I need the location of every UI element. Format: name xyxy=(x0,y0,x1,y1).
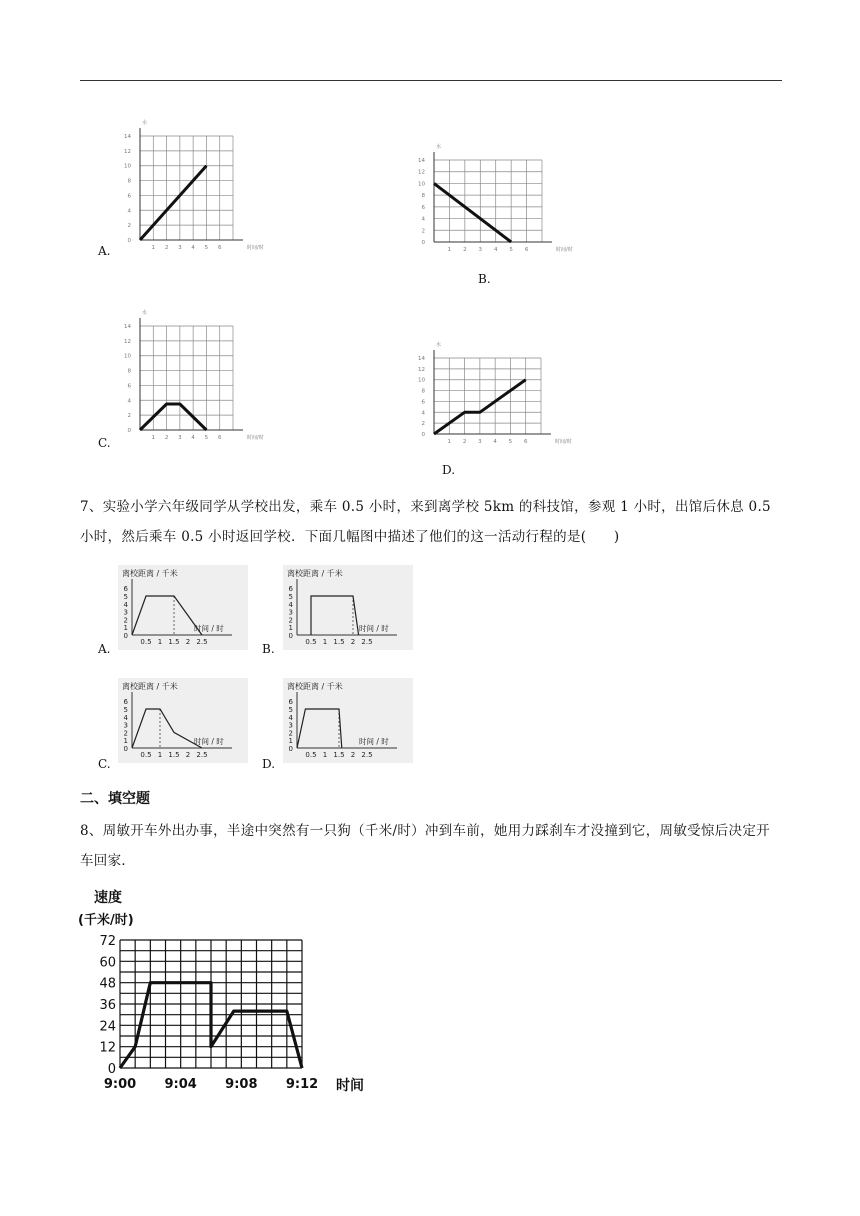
y-tick-label: 10 xyxy=(124,163,131,170)
x-tick-label: 2 xyxy=(462,439,467,445)
y-tick-label: 4 xyxy=(127,208,131,215)
x-tick-label: 4 xyxy=(493,439,497,445)
y-tick-label: 2 xyxy=(421,228,425,235)
y-tick-label: 8 xyxy=(127,368,131,375)
q6-option-d-label[interactable]: D. xyxy=(442,463,456,477)
y-tick-label: 6 xyxy=(127,193,131,200)
q6-option-b-label[interactable]: B. xyxy=(478,272,491,286)
y-tick-label: 0 xyxy=(127,428,131,434)
x-axis-title: 时间 / 时 xyxy=(359,737,389,746)
x-tick-label: 2 xyxy=(164,245,169,251)
axis-title: 水 xyxy=(436,342,442,348)
x-tick-label: 2.5 xyxy=(361,751,373,759)
x-tick-label: 6 xyxy=(217,435,222,441)
x-tick-label: 2 xyxy=(164,435,169,441)
y-tick-label: 4 xyxy=(421,410,425,417)
y-tick-label: 3 xyxy=(288,608,293,617)
y-tick-label: 8 xyxy=(421,388,425,395)
y-tick-label: 0 xyxy=(421,240,425,246)
x-tick-label: 5 xyxy=(508,439,513,445)
y-tick-label: 0 xyxy=(288,745,293,753)
x-tick-label: 5 xyxy=(204,435,209,441)
x-tick-label: 1.5 xyxy=(333,751,345,759)
y-tick-label: 12 xyxy=(418,169,425,176)
y-tick-label: 2 xyxy=(288,729,293,738)
y-tick-label: 0 xyxy=(123,745,128,753)
y-tick-label: 6 xyxy=(123,698,128,707)
x-tick-label: 6 xyxy=(524,247,529,253)
y-tick-label: 1 xyxy=(288,737,293,746)
axis-title: 水 xyxy=(436,144,442,150)
y-tick-label: 2 xyxy=(421,421,425,428)
y-tick-label: 2 xyxy=(127,413,131,420)
y-tick-label: 14 xyxy=(124,134,131,140)
x-tick-label: 0.5 xyxy=(305,751,317,759)
y-tick-label: 6 xyxy=(288,698,293,707)
y-tick-label: 72 xyxy=(99,934,116,949)
y-tick-label: 4 xyxy=(288,600,293,609)
y-tick-label: 14 xyxy=(418,158,425,164)
x-tick-label: 1 xyxy=(157,751,163,759)
q7-option-d-label[interactable]: D. xyxy=(262,757,276,771)
x-tick-label: 2 xyxy=(350,638,356,646)
y-axis-title: 离校距离 / 千米 xyxy=(287,569,343,578)
x-tick-label: 1 xyxy=(322,751,328,759)
q6-option-a-label[interactable]: A. xyxy=(98,244,111,258)
x-tick-label: 4 xyxy=(191,435,195,441)
x-tick-label: 0.5 xyxy=(305,638,317,646)
x-tick-label: 1 xyxy=(447,247,452,253)
y-tick-label: 1 xyxy=(123,737,128,746)
x-tick-label: 0.5 xyxy=(140,638,152,646)
x-tick-label: 3 xyxy=(178,245,182,251)
x-tick-label: 9:12 xyxy=(285,1077,319,1092)
y-tick-label: 4 xyxy=(127,398,131,405)
y-tick-label: 60 xyxy=(99,955,116,971)
y-tick-label: 10 xyxy=(418,181,425,188)
x-tick-label: 1 xyxy=(322,638,328,646)
q8-speed-chart xyxy=(76,884,376,1104)
q6-chart-b xyxy=(408,138,608,258)
y-tick-label: 36 xyxy=(99,998,116,1013)
x-axis-title: 时间/时 xyxy=(247,435,264,441)
y-tick-label: 12 xyxy=(124,148,131,155)
y-tick-label: 0 xyxy=(127,238,131,244)
y-tick-label: 1 xyxy=(288,624,293,633)
y-tick-label: 14 xyxy=(124,324,131,330)
q6-chart-d xyxy=(414,340,614,445)
y-tick-label: 6 xyxy=(421,204,425,211)
q7-chart-a xyxy=(118,565,248,650)
y-tick-label: 8 xyxy=(421,193,425,200)
x-tick-label: 5 xyxy=(509,247,513,253)
x-tick-label: 1 xyxy=(157,638,163,646)
x-tick-label: 1 xyxy=(447,439,452,445)
x-axis-title: 时间 / 时 xyxy=(194,624,224,633)
x-axis-title: 时间 / 时 xyxy=(194,737,224,746)
y-tick-label: 2 xyxy=(123,729,128,738)
y-tick-label: 6 xyxy=(123,585,128,594)
x-tick-label: 4 xyxy=(493,247,498,253)
x-tick-label: 5 xyxy=(204,245,209,251)
axis-title: 水 xyxy=(142,310,148,316)
y-tick-label: 4 xyxy=(288,713,293,722)
x-tick-label: 2.5 xyxy=(361,638,373,646)
y-tick-label: 2 xyxy=(123,616,128,625)
x-tick-label: 6 xyxy=(523,439,528,445)
x-tick-label: 2 xyxy=(185,638,191,646)
y-tick-label: 12 xyxy=(99,1040,116,1056)
y-tick-label: 0 xyxy=(123,632,128,640)
y-axis-unit: (千米/时) xyxy=(78,913,134,928)
x-axis-title: 时间/时 xyxy=(555,439,572,445)
section-title: 二、填空题 xyxy=(80,791,150,807)
y-tick-label: 12 xyxy=(418,366,425,373)
x-tick-label: 2 xyxy=(350,751,356,759)
y-tick-label: 4 xyxy=(123,600,128,609)
q7-chart-d xyxy=(283,678,413,763)
data-line xyxy=(140,404,206,430)
y-tick-label: 6 xyxy=(127,383,131,390)
y-tick-label: 0 xyxy=(107,1062,116,1077)
y-tick-label: 2 xyxy=(288,616,293,625)
x-axis-title: 时间 / 时 xyxy=(359,624,389,633)
q6-chart-a xyxy=(112,108,312,258)
q6-option-c-label[interactable]: C. xyxy=(98,436,111,450)
y-tick-label: 10 xyxy=(124,353,131,360)
x-tick-label: 3 xyxy=(478,247,483,253)
x-tick-label: 3 xyxy=(178,435,182,441)
x-tick-label: 9:00 xyxy=(103,1077,137,1092)
y-axis-title: 离校距离 / 千米 xyxy=(287,682,343,691)
x-tick-label: 2.5 xyxy=(196,751,208,759)
y-tick-label: 10 xyxy=(418,377,425,384)
q7-option-c-label[interactable]: C. xyxy=(98,757,111,771)
y-axis-title: 离校距离 / 千米 xyxy=(122,569,178,578)
y-tick-label: 4 xyxy=(421,216,425,223)
y-tick-label: 6 xyxy=(288,585,293,594)
y-tick-label: 5 xyxy=(288,706,293,714)
y-tick-label: 8 xyxy=(127,178,131,185)
x-tick-label: 4 xyxy=(191,245,195,251)
data-line xyxy=(434,183,511,242)
y-tick-label: 14 xyxy=(418,356,425,362)
q7-chart-b xyxy=(283,565,413,650)
x-axis-title: 时间 xyxy=(336,1078,364,1094)
x-tick-label: 2.5 xyxy=(196,638,208,646)
x-axis-title: 时间/时 xyxy=(247,245,264,251)
x-tick-label: 6 xyxy=(217,245,222,251)
q7-chart-c xyxy=(118,678,248,763)
y-tick-label: 3 xyxy=(123,721,128,730)
y-tick-label: 12 xyxy=(124,338,131,345)
x-tick-label: 1 xyxy=(151,435,156,441)
y-tick-label: 6 xyxy=(421,399,425,406)
y-tick-label: 4 xyxy=(123,713,128,722)
x-tick-label: 1.5 xyxy=(333,638,345,646)
x-tick-label: 9:04 xyxy=(164,1077,197,1092)
y-tick-label: 2 xyxy=(127,223,131,230)
q6-chart-c xyxy=(112,300,312,450)
x-tick-label: 3 xyxy=(478,439,482,445)
header-rule xyxy=(80,80,782,81)
q8-question-text: 8、周敏开车外出办事，半途中突然有一只狗（千米/时）冲到车前，她用力踩刹车才没撞到它，周敏受惊后决定开车回家． xyxy=(80,823,770,869)
x-tick-label: 1 xyxy=(151,245,156,251)
x-tick-label: 2 xyxy=(463,247,467,253)
y-tick-label: 1 xyxy=(123,624,128,633)
y-tick-label: 0 xyxy=(288,632,293,640)
x-tick-label: 0.5 xyxy=(140,751,152,759)
y-tick-label: 3 xyxy=(288,721,293,730)
y-tick-label: 0 xyxy=(421,432,425,438)
x-axis-title: 时间/时 xyxy=(556,247,573,253)
q7-option-a-label[interactable]: A. xyxy=(98,642,111,656)
y-axis-title: 离校距离 / 千米 xyxy=(122,682,178,691)
x-tick-label: 2 xyxy=(185,751,191,759)
x-tick-label: 1.5 xyxy=(168,751,180,759)
y-tick-label: 48 xyxy=(99,976,116,992)
y-axis-title: 速度 xyxy=(94,890,122,906)
data-line xyxy=(140,166,206,240)
y-tick-label: 5 xyxy=(123,593,128,601)
y-tick-label: 5 xyxy=(123,706,128,714)
x-tick-label: 9:08 xyxy=(225,1077,258,1092)
q7-option-b-label[interactable]: B. xyxy=(262,642,275,656)
q7-question-text: 7、实验小学六年级同学从学校出发，乘车 0.5 小时，来到离学校 5km 的科技馆，参观 1 小时，出馆后休息 0.5 小时，然后乘车 0.5 小时返回学校．下面几幅图中描述了他们的这一活动行程的是( ) xyxy=(80,499,771,545)
y-tick-label: 3 xyxy=(123,608,128,617)
x-tick-label: 1.5 xyxy=(168,638,180,646)
y-tick-label: 24 xyxy=(99,1019,116,1035)
axis-title: 水 xyxy=(142,120,148,126)
y-tick-label: 5 xyxy=(288,593,293,601)
